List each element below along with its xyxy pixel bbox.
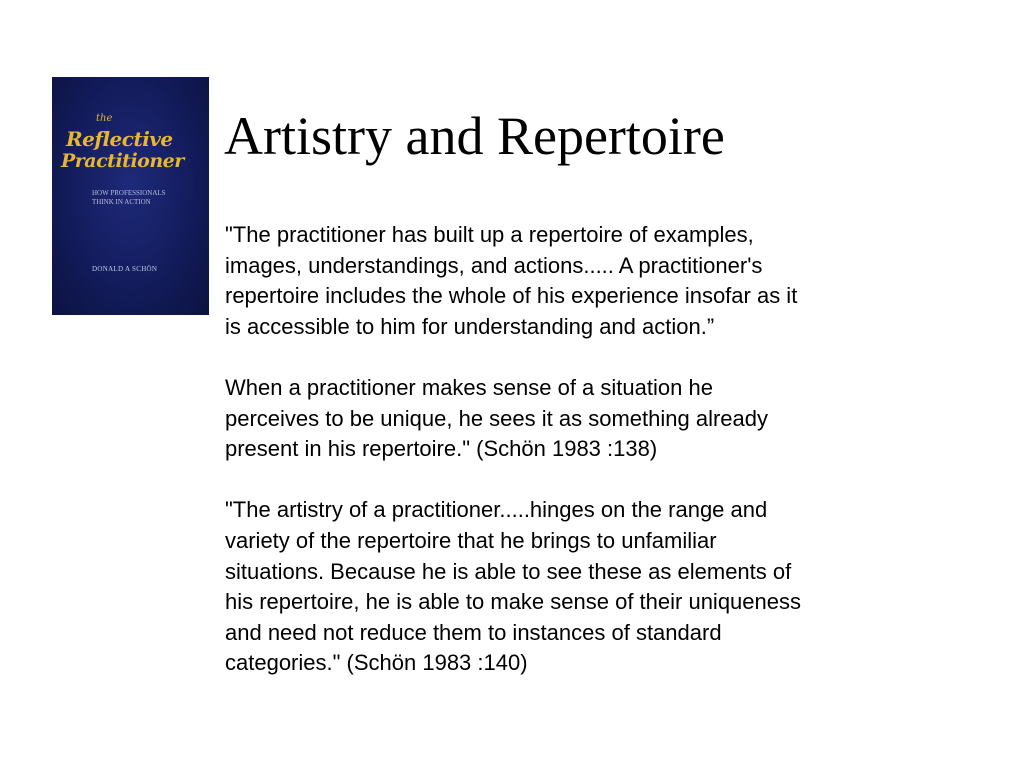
quote-paragraph-3: "The artistry of a practitioner.....hinges on the range and variety of the repertoire that he brings to unfamiliar situations. Because he is able to see these as elements of his repertoire, he is able to make sense of their uniqueness and need not reduce them to instances of standard categories." (Schön 1983 :140) [225,497,801,676]
book-cover-title-line1: Reflective [66,127,173,151]
quote-paragraph-2: When a practitioner makes sense of a situation he perceives to be unique, he sees it as something already present in his repertoire." (Schön 1983 :138) [225,374,768,462]
book-cover-image [52,77,209,315]
quote-paragraph-1: "The practitioner has built up a repertoire of examples, images, understandings, and actions..... A practitioner's repertoire includes the whole of his experience insofar as it is accessible to him for understanding and action.” [225,222,798,339]
slide-title: Artistry and Repertoire [224,106,725,166]
book-cover-title-line2: Practitioner [61,150,184,172]
book-cover-author: DONALD A SCHÖN [92,265,158,273]
book-cover-the: the [96,113,113,124]
book-cover-subtitle: HOW PROFESSIONALS THINK IN ACTION [92,189,166,206]
slide-body [225,220,915,679]
